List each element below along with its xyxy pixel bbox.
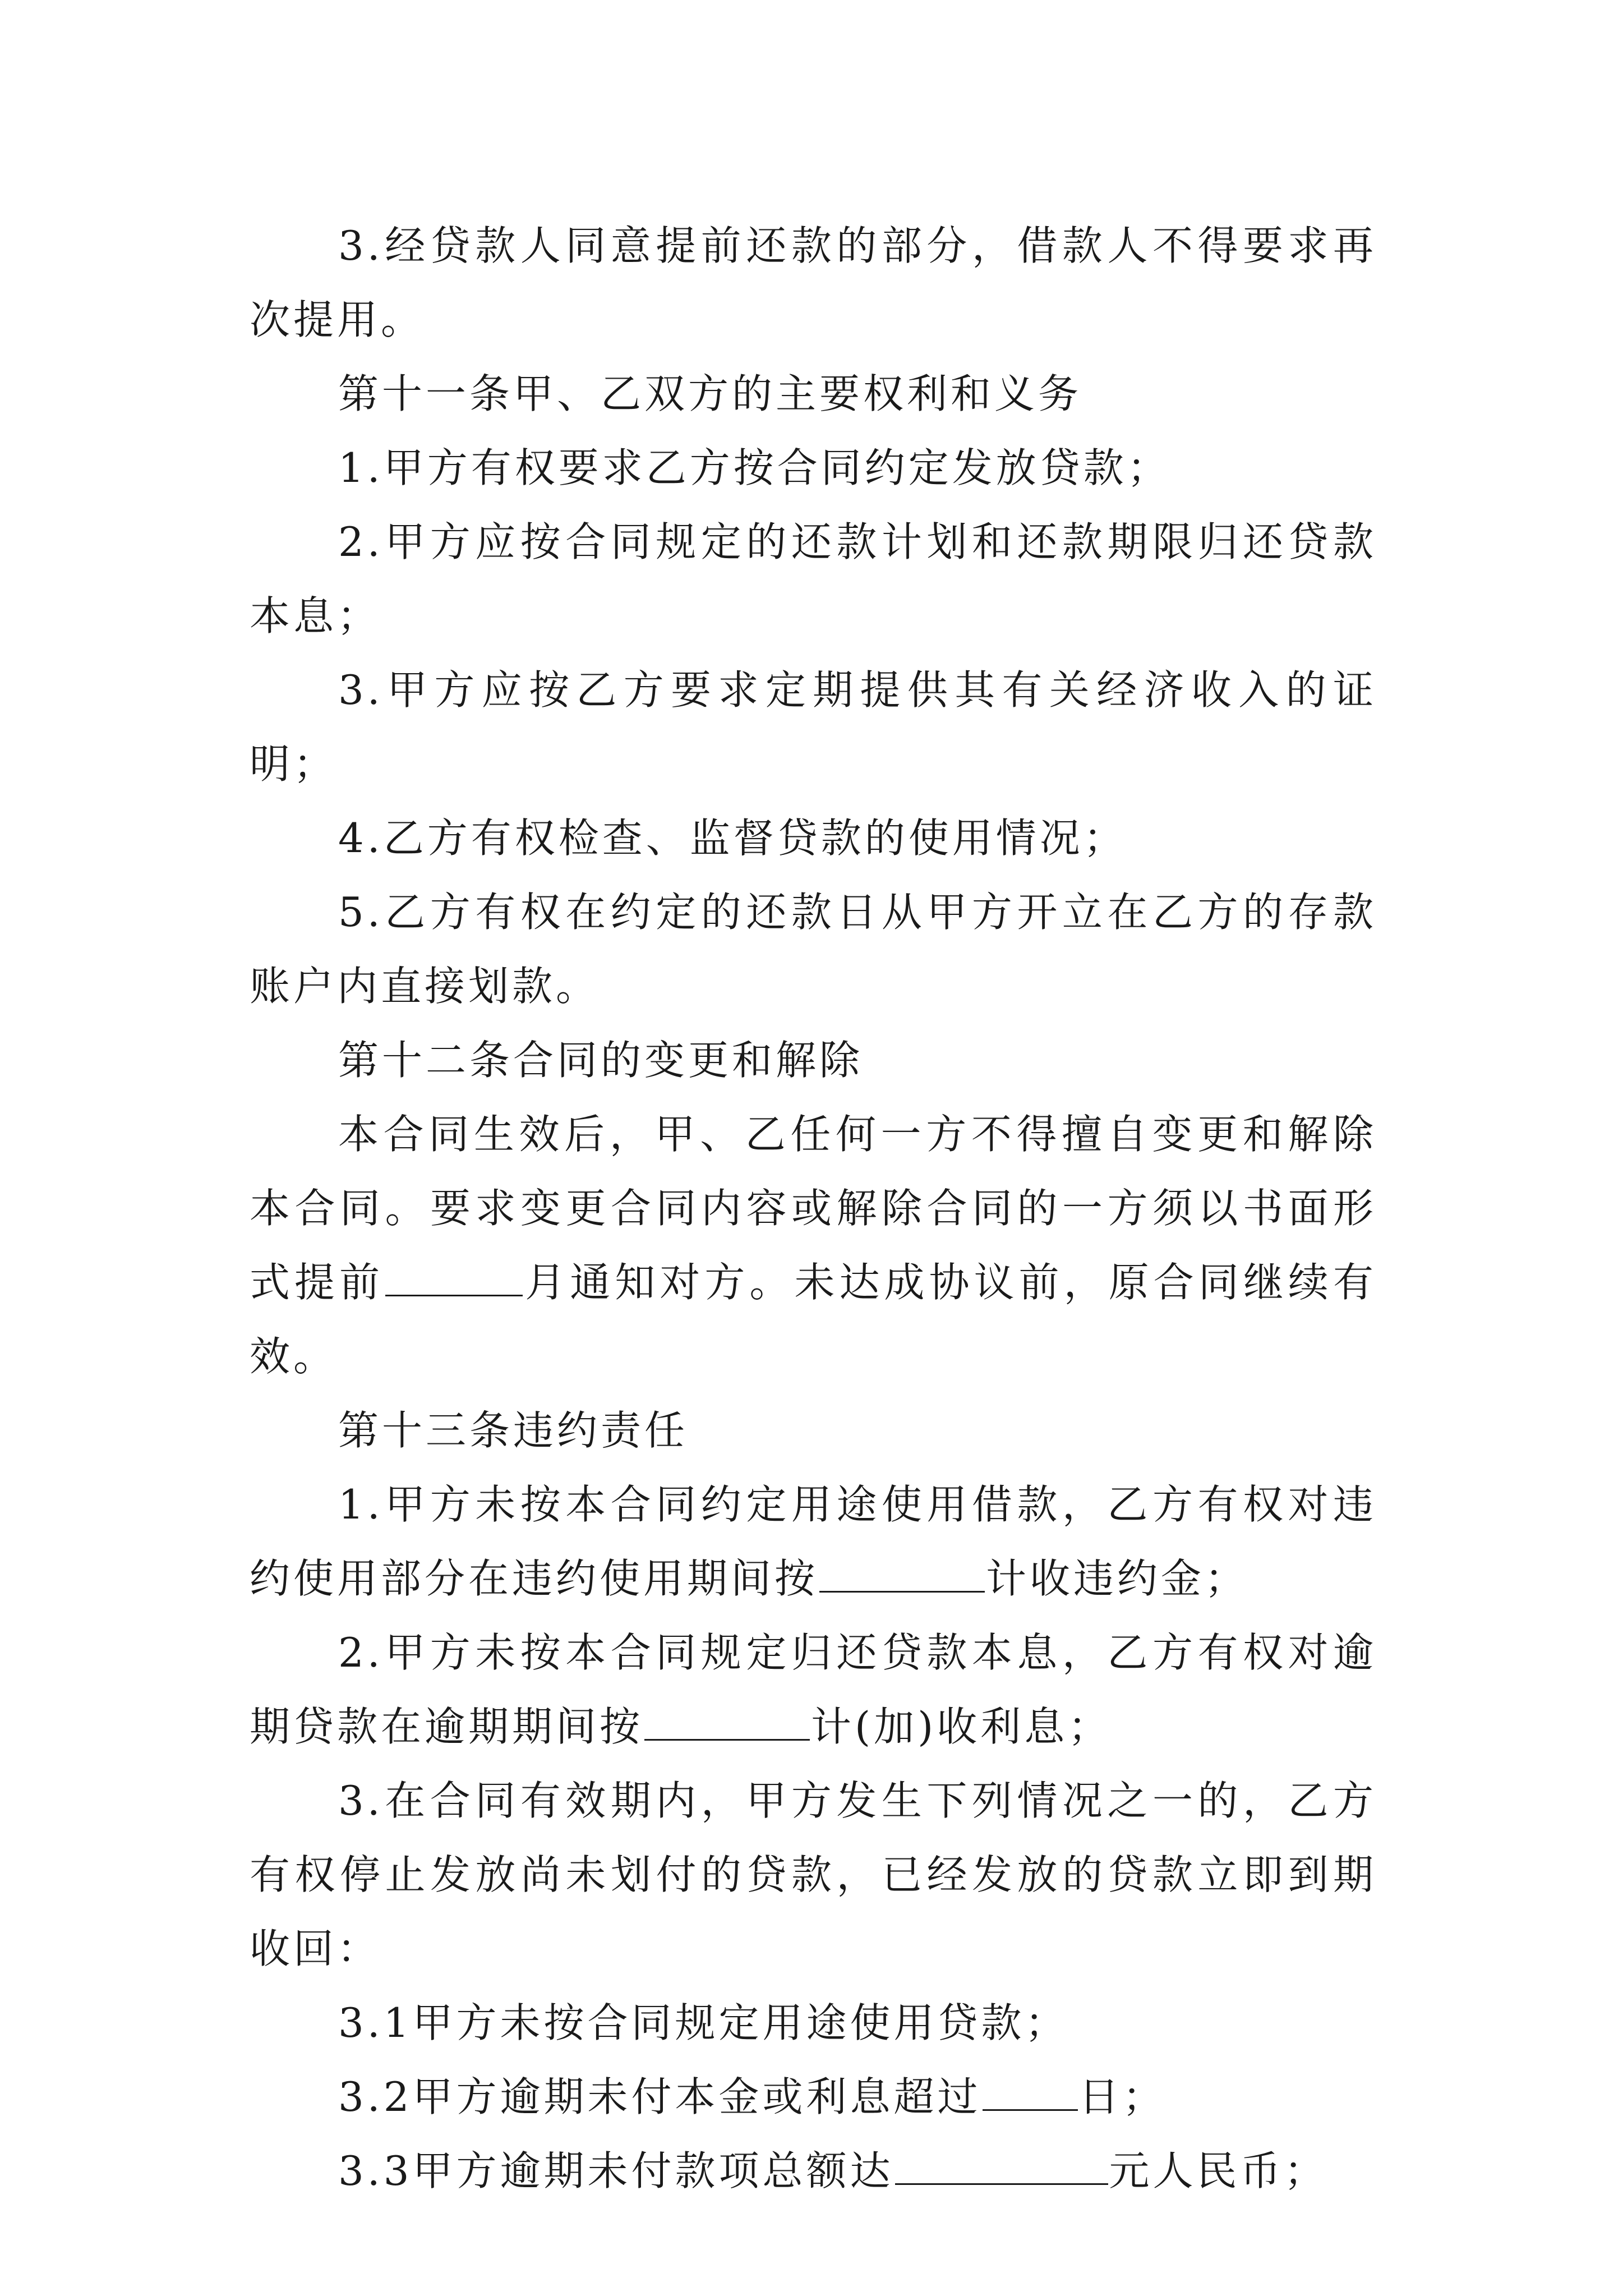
text-segment: 3.3甲方逾期未付款项总额达 bbox=[338, 2147, 894, 2194]
paragraph-overdue-interest bbox=[250, 1616, 1377, 1764]
paragraph-provide-income-proof: 3.甲方应按乙方要求定期提供其有关经济收入的证明； bbox=[250, 666, 1377, 788]
paragraph-condition-3-2 bbox=[250, 2060, 1377, 2134]
heading-article-11: 第十一条甲、乙双方的主要权利和义务 bbox=[338, 370, 1082, 417]
paragraph-repay-principal-interest: 2.甲方应按合同规定的还款计划和还款期限归还贷款本息； bbox=[250, 518, 1377, 639]
text-segment: 元人民币； bbox=[1109, 2147, 1328, 2194]
text-segment: 1.甲方未按本合同约定用途使用借款，乙方有权对违约使用部分在违约使用期间按 bbox=[250, 1481, 1377, 1602]
text-segment: 本合同生效后，甲、乙任何一方不得擅自变更和解除本合同。要求变更合同内容或解除合同的一方须以书面形式提前 bbox=[250, 1111, 1377, 1306]
text-segment: 2.甲方未按本合同规定归还贷款本息，乙方有权对逾期贷款在逾期期间按 bbox=[250, 1629, 1377, 1750]
overdue-days-blank bbox=[983, 2064, 1078, 2111]
text-segment: 日； bbox=[1078, 2073, 1166, 2120]
text-segment: 计(加)收利息； bbox=[811, 1703, 1112, 1750]
overdue-rate-blank bbox=[644, 1694, 810, 1741]
penalty-rate-blank bbox=[819, 1546, 985, 1593]
paragraph-misuse-penalty bbox=[250, 1467, 1377, 1616]
paragraph-direct-debit: 5.乙方有权在约定的还款日从甲方开立在乙方的存款账户内直接划款。 bbox=[250, 889, 1377, 1010]
paragraph-inspect-loan-usage: 4.乙方有权检查、监督贷款的使用情况； bbox=[338, 815, 1127, 862]
paragraph-contract-modification bbox=[250, 1097, 1377, 1393]
paragraph-condition-3-3 bbox=[250, 2134, 1377, 2208]
document-body bbox=[250, 209, 1377, 2208]
overdue-amount-blank bbox=[895, 2138, 1108, 2185]
heading-article-12: 第十二条合同的变更和解除 bbox=[338, 1037, 864, 1084]
text-segment: 3.2甲方逾期未付本金或利息超过 bbox=[338, 2073, 981, 2120]
paragraph-right-request-loan: 1.甲方有权要求乙方按合同约定发放贷款； bbox=[338, 444, 1171, 491]
paragraph-condition-3-1: 3.1甲方未按合同规定用途使用贷款； bbox=[338, 1999, 1069, 2046]
heading-article-13: 第十三条违约责任 bbox=[338, 1407, 689, 1454]
text-segment: 计收违约金； bbox=[986, 1555, 1249, 1602]
paragraph-stop-lending-conditions: 3.在合同有效期内，甲方发生下列情况之一的，乙方有权停止发放尚未划付的贷款，已经发放的贷款立即到期收回： bbox=[250, 1777, 1377, 1972]
notice-months-blank bbox=[385, 1250, 523, 1296]
text-segment: 月通知对方。未达成协议前，原合同继续有效。 bbox=[250, 1259, 1377, 1380]
paragraph-prepayment-no-redraw: 3.经贷款人同意提前还款的部分，借款人不得要求再次提用。 bbox=[250, 222, 1377, 343]
